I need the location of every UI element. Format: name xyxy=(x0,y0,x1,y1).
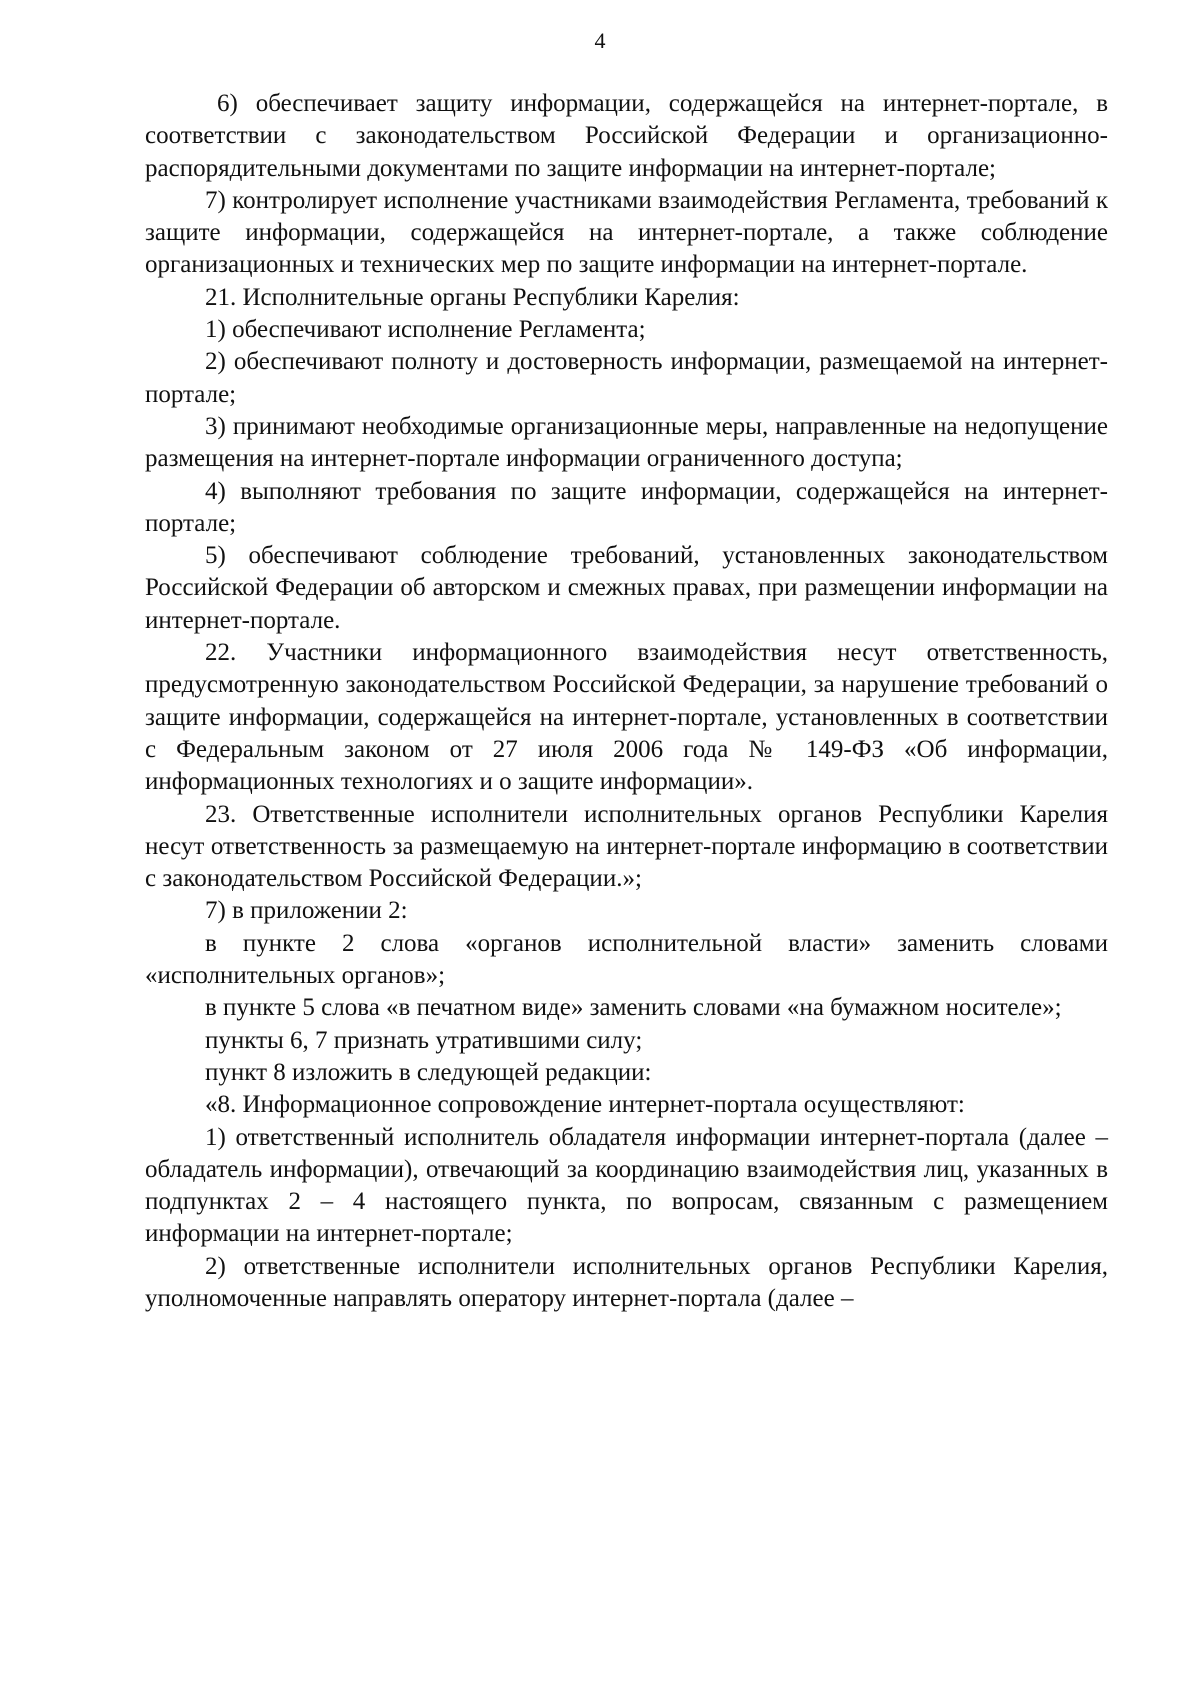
document-body xyxy=(145,88,1108,1315)
paragraph-appendix-point-5: в пункте 5 слова «в печатном виде» заменить словами «на бумажном носителе»; xyxy=(205,994,1062,1022)
paragraph-appendix-point-8: пункт 8 изложить в следующей редакции: xyxy=(205,1058,652,1086)
paragraph-item-7-control: 7) контролирует исполнение участниками взаимодействия Регламента, требований к защите информации, содержащейся на интернет-портале, а также соблюдение организационных и технических мер по защите информации на интернет-портале. xyxy=(145,186,1108,279)
page-number: 4 xyxy=(594,28,606,53)
paragraph-8-item-1: 1) ответственный исполнитель обладателя информации интернет-портала (далее – обладатель информации), отвечающий за координацию взаимодействия лиц, указанных в подпунктах 2 – 4 настоящего пункта, по вопросам, связанным с размещением информации на интернет-портале; xyxy=(145,1123,1108,1248)
paragraph-21-item-2: 2) обеспечивают полноту и достоверность информации, размещаемой на интернет-портале; xyxy=(145,348,1108,408)
paragraph-21-item-4: 4) выполняют требования по защите информации, содержащейся на интернет-портале; xyxy=(145,477,1108,537)
paragraph-8-item-2: 2) ответственные исполнители исполнительных органов Республики Карелия, уполномоченные направлять оператору интернет-портала (далее – xyxy=(145,1252,1108,1312)
paragraph-section-22: 22. Участники информационного взаимодействия несут ответственность, предусмотренную законодательством Российской Федерации, за нарушение требований о защите информации, содержащейся на интернет-портале, установленных в соответствии с Федеральным законом от 27 июля 2006 года № 149-ФЗ «Об информации, информационных технологиях и о защите информации». xyxy=(145,639,1108,796)
paragraph-section-21: 21. Исполнительные органы Республики Карелия: xyxy=(205,283,740,311)
paragraph-appendix-2: 7) в приложении 2: xyxy=(205,897,408,925)
paragraph-21-item-1: 1) обеспечивают исполнение Регламента; xyxy=(205,316,646,344)
paragraph-21-item-5: 5) обеспечивают соблюдение требований, установленных законодательством Российской Федерации об авторском и смежных правах, при размещении информации на интернет-портале. xyxy=(145,542,1108,634)
paragraph-section-23: 23. Ответственные исполнители исполнительных органов Республики Карелия несут ответственность за размещаемую на интернет-портале информацию в соответствии с законодательством Российской Федерации.»; xyxy=(145,800,1108,893)
paragraph-appendix-points-6-7: пункты 6, 7 признать утратившими силу; xyxy=(205,1026,643,1054)
paragraph-appendix-point-2: в пункте 2 слова «органов исполнительной власти» заменить словами «исполнительных органов»; xyxy=(145,929,1108,990)
paragraph-section-8: «8. Информационное сопровождение интернет-портала осуществляют: xyxy=(205,1091,965,1119)
paragraph-21-item-3: 3) принимают необходимые организационные меры, направленные на недопущение размещения на интернет-портале информации ограниченного доступа; xyxy=(145,412,1108,473)
paragraph-item-6-protection: 6) обеспечивает защиту информации, содержащейся на интернет-портале, в соответствии с законодательством Российской Федерации и организационно-распорядительными документами по защите информации на интернет-портале; xyxy=(145,90,1108,182)
